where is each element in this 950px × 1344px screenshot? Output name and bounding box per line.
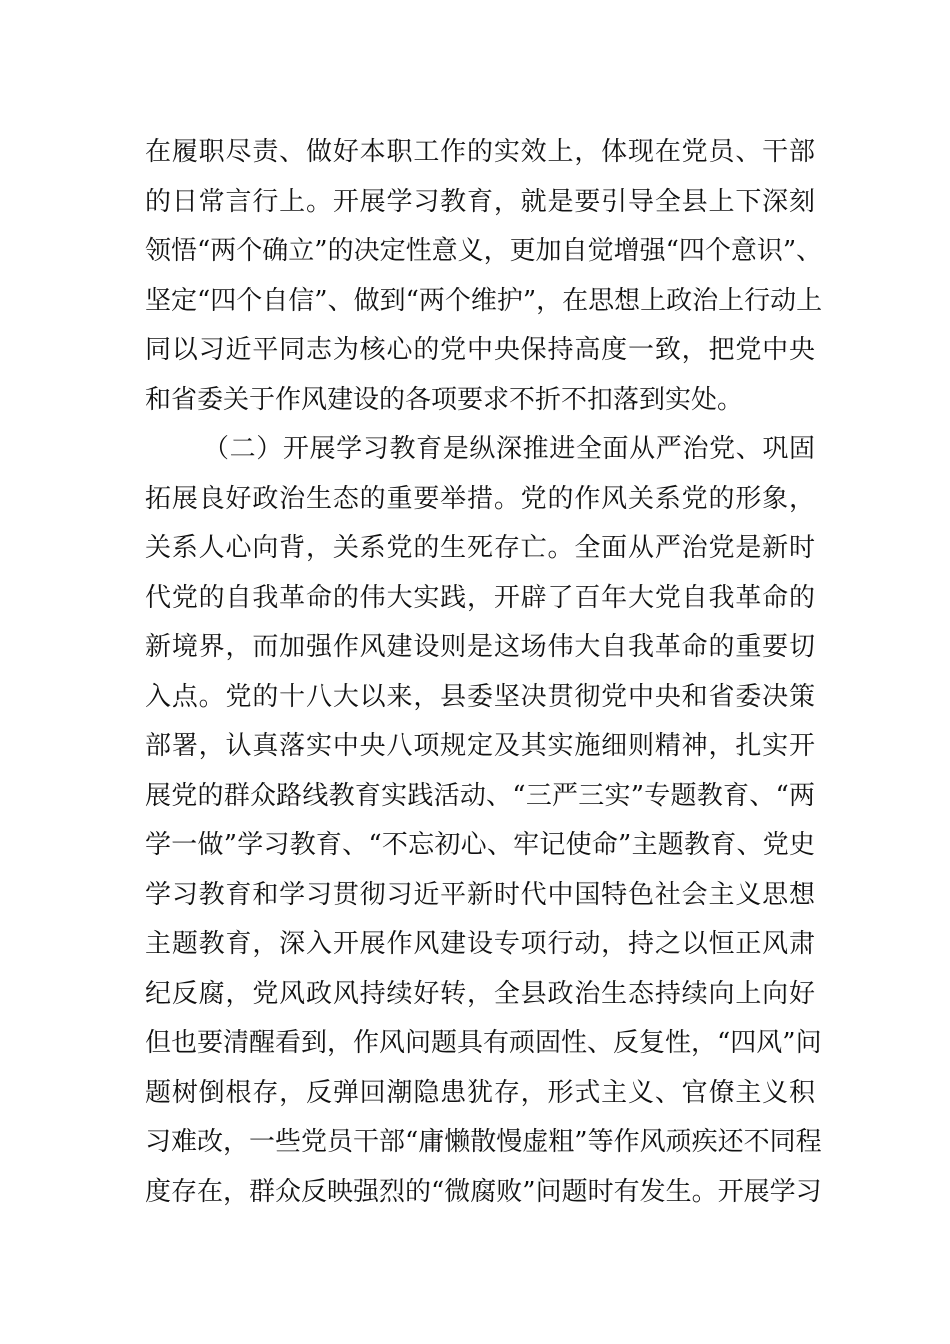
- text-line: 在履职尽责、做好本职工作的实效上，体现在党员、干部: [145, 137, 815, 167]
- text-line: 纪反腐，党风政风持续好转，全县政治生态持续向上向好: [145, 978, 815, 1009]
- text-line: 主题教育，深入开展作风建设专项行动，持之以恒正风肃: [145, 929, 815, 959]
- text-line: 习难改，一些党员干部“庸懒散慢虚粗”等作风顽疾还不同程: [145, 1127, 822, 1157]
- text-line: 但也要清醒看到，作风问题具有顽固性、反复性，“四风”问: [145, 1028, 822, 1058]
- text-line: 部署，认真落实中央八项规定及其实施细则精神，扎实开: [145, 731, 815, 761]
- text-line: 题树倒根存，反弹回潮隐患犹存，形式主义、官僚主义积: [145, 1077, 815, 1108]
- text-line: 学习教育和学习贯彻习近平新时代中国特色社会主义思想: [145, 879, 815, 910]
- text-line: 学一做”学习教育、“不忘初心、牢记使命”主题教育、党史: [145, 830, 815, 860]
- text-line: 的日常言行上。开展学习教育，就是要引导全县上下深刻: [145, 186, 815, 217]
- text-line: 度存在，群众反映强烈的“微腐败”问题时有发生。开展学习: [145, 1176, 822, 1207]
- section-heading-line: （二）开展学习教育是纵深推进全面从严治党、巩固: [203, 434, 815, 464]
- text-line: 同以习近平同志为核心的党中央保持高度一致，把党中央: [145, 335, 815, 365]
- text-line: 代党的自我革命的伟大实践，开辟了百年大党自我革命的: [145, 582, 815, 613]
- text-line: 拓展良好政治生态的重要举措。党的作风关系党的形象，: [145, 483, 815, 514]
- text-line: 关系人心向背，关系党的生死存亡。全面从严治党是新时: [145, 533, 815, 563]
- body-text: [145, 128, 823, 1217]
- text-line: 坚定“四个自信”、做到“两个维护”，在思想上政治上行动上: [145, 285, 823, 316]
- text-line: 和省委关于作风建设的各项要求不折不扣落到实处。: [145, 384, 744, 415]
- text-line: 新境界，而加强作风建设则是这场伟大自我革命的重要切: [145, 632, 815, 662]
- text-line: 领悟“两个确立”的决定性意义，更加自觉增强“四个意识”、: [145, 236, 823, 266]
- text-line: 入点。党的十八大以来，县委坚决贯彻党中央和省委决策: [145, 681, 815, 712]
- text-line: 展党的群众路线教育实践活动、“三严三实”专题教育、“两: [145, 780, 815, 811]
